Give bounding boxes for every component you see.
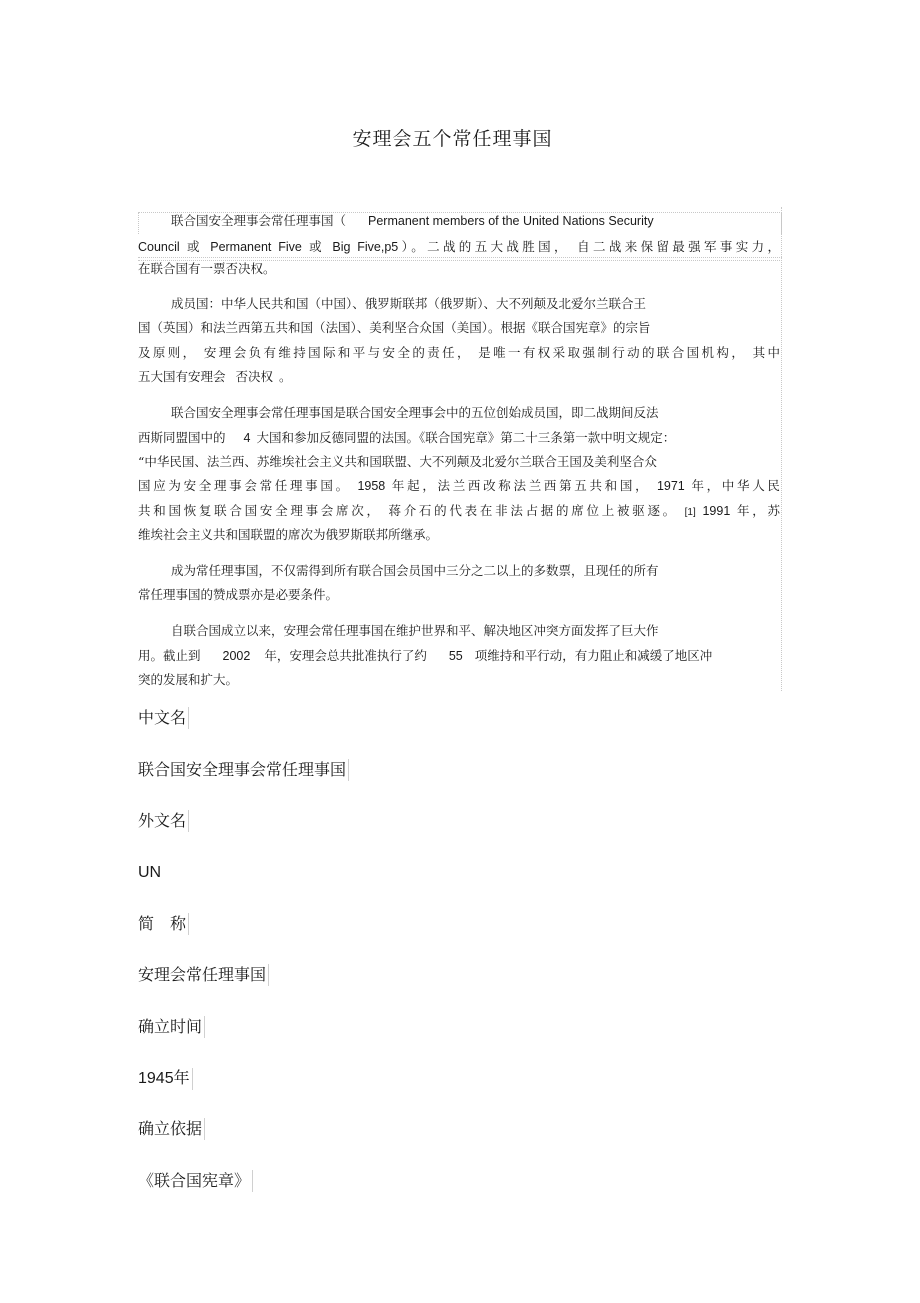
paragraph-2-line-1: 成员国：中华人民共和国（中国）、俄罗斯联邦（俄罗斯）、大不列颠及北爱尔兰联合王: [171, 296, 647, 311]
field-short-name-label: 简 称: [138, 913, 189, 935]
field-chinese-name-value: 联合国安全理事会常任理事国: [138, 759, 349, 781]
paragraph-3-line-2: 西斯同盟国中的 4 大国和参加反德同盟的法国。《联合国宪章》第二十三条第一款中明文规定：: [138, 430, 676, 445]
field-foreign-name-label: 外文名: [138, 810, 189, 832]
paragraph-2-line-4: 五大国有安理会 否决权 。: [138, 369, 292, 384]
paragraph-4-line-1: 成为常任理事国，不仅需得到所有联合国会员国中三分之二以上的多数票，且现任的所有: [171, 563, 659, 578]
field-established-time-label: 确立时间: [138, 1016, 205, 1038]
paragraph-1-line-3: 在联合国有一票否决权。: [138, 261, 276, 276]
field-basis-value: 《联合国宪章》: [138, 1170, 253, 1192]
document-body: [138, 207, 782, 691]
paragraph-2-line-3: 及原则， 安理会负有维持国际和平与安全的责任， 是唯一有权采取强制行动的联合国机构， 其中: [138, 345, 780, 360]
paragraph-4-line-2: 常任理事国的赞成票亦是必要条件。: [138, 587, 339, 602]
paragraph-5-line-2: 用。截止到 2002 年，安理会总共批准执行了约 55 项维持和平行动，有力阻止和减缓了地区冲: [138, 648, 713, 663]
paragraph-1-line-2: Council 或 Permanent Five 或 Big Five,p5）。二战的五大战胜国， 自二战来保留最强军事实力，: [138, 239, 780, 254]
paragraph-3-line-4: 国应为安全理事会常任理事国。 1958 年起，法兰西改称法兰西第五共和国， 1971 年，中华人民: [138, 478, 780, 493]
paragraph-3-line-5: 共和国恢复联合国安全理事会席次， 蒋介石的代表在非法占据的席位上被驱逐。 [1] 1991 年，苏: [138, 503, 780, 518]
citation-marker[interactable]: [1]: [684, 507, 696, 518]
document-title: 安理会五个常任理事国: [352, 128, 553, 150]
paragraph-3-line-6: 维埃社会主义共和国联盟的席次为俄罗斯联邦所继承。: [138, 527, 439, 542]
paragraph-2-line-2: 国（英国）和法兰西第五共和国（法国）、美利坚合众国（美国）。根据《联合国宪章》的宗旨: [138, 320, 651, 335]
paragraph-1-line-1: 联合国安全理事会常任理事国（ Permanent members of the United Nations Security: [171, 213, 654, 228]
field-short-name-value: 安理会常任理事国: [138, 964, 269, 986]
paragraph-3-line-1: 联合国安全理事会常任理事国是联合国安全理事会中的五位创始成员国，即二战期间反法: [171, 405, 659, 420]
field-basis-label: 确立依据: [138, 1118, 205, 1140]
field-foreign-name-value: UN: [138, 864, 162, 881]
field-chinese-name-label: 中文名: [138, 707, 189, 729]
field-established-time-value: 1945年: [138, 1068, 193, 1090]
paragraph-5-line-1: 自联合国成立以来，安理会常任理事国在维护世界和平、解决地区冲突方面发挥了巨大作: [171, 623, 659, 638]
paragraph-5-line-3: 突的发展和扩大。: [138, 672, 239, 687]
paragraph-3-line-3: “中华民国、法兰西、苏维埃社会主义共和国联盟、大不列颠及北爱尔兰联合王国及美利坚合众: [138, 454, 657, 469]
